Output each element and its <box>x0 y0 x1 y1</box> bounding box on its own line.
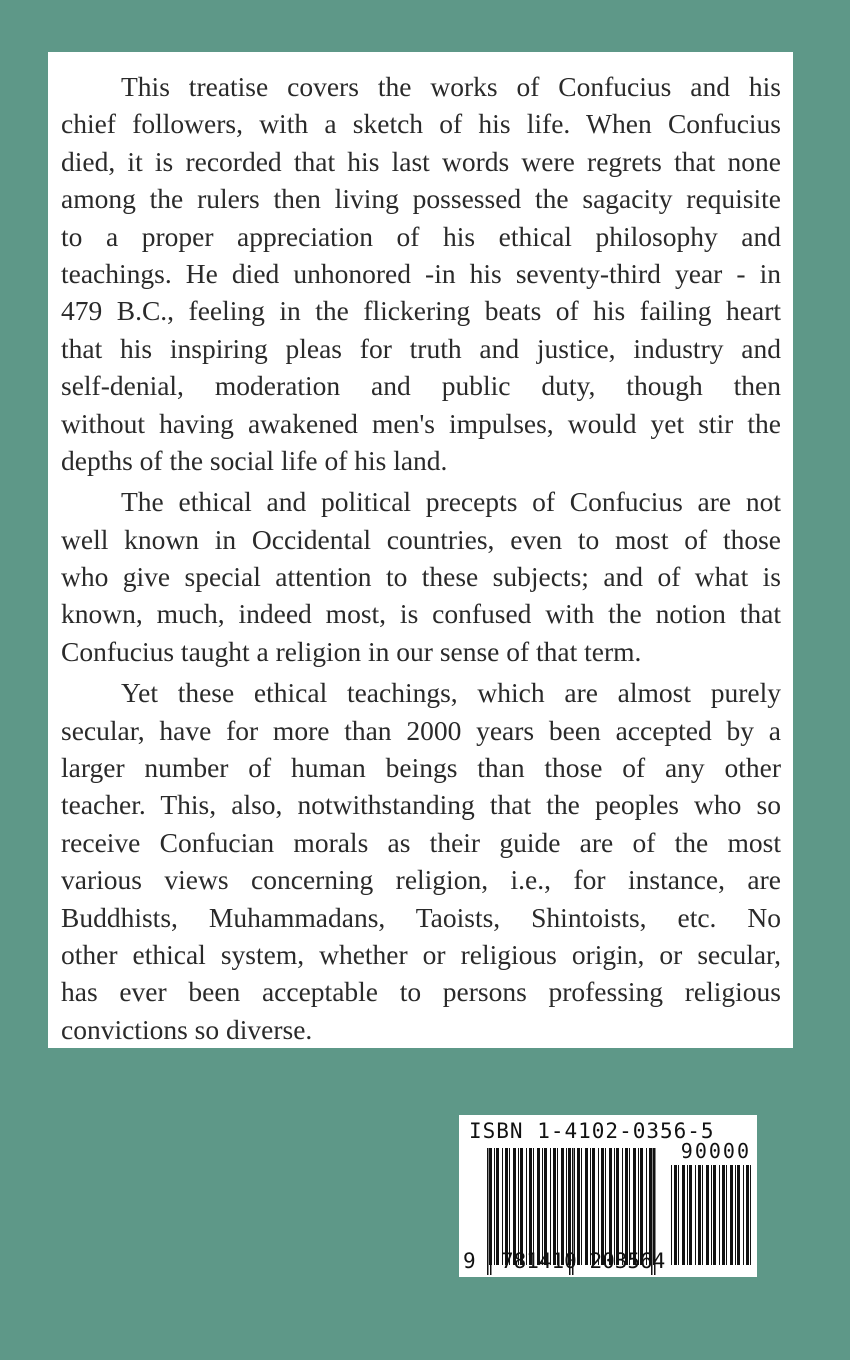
barcode-bar <box>590 1148 591 1265</box>
barcode-bar <box>592 1148 595 1265</box>
barcode-bar <box>609 1148 612 1265</box>
barcode-bar <box>625 1148 628 1265</box>
text-line: has ever been acceptable to persons professing religious <box>61 976 781 1008</box>
ean-digits <box>463 1249 665 1273</box>
text-line: to a proper appreciation of his ethical philosophy and <box>61 220 781 252</box>
barcode-bar <box>557 1148 558 1265</box>
text-line: without having awakened men's impulses, would yet stir the <box>61 407 781 439</box>
isbn-label: ISBN 1-4102-0356-5 <box>469 1119 715 1143</box>
barcode-bar <box>520 1148 523 1265</box>
text-line: convictions so diverse. <box>61 1013 313 1045</box>
text-line: that his inspiring pleas for truth and justice, industry and <box>61 332 781 364</box>
barcode-bar <box>698 1165 701 1265</box>
barcode-bar <box>730 1165 733 1265</box>
ean-left-digits: 781410 <box>500 1249 577 1273</box>
barcode-bar <box>518 1148 519 1265</box>
barcode-bar <box>722 1165 725 1265</box>
text-line: died, it is recorded that his last words were regrets that none <box>61 145 781 177</box>
barcode-bar <box>674 1165 677 1265</box>
barcode-bar <box>509 1148 510 1265</box>
barcode-bar <box>702 1165 703 1265</box>
barcode-bar <box>542 1148 543 1265</box>
barcode-bar <box>601 1148 604 1265</box>
barcode-bar <box>614 1148 615 1265</box>
barcode-bar <box>706 1165 709 1265</box>
barcode-bar <box>496 1148 499 1265</box>
text-line: among the rulers then living possessed the sagacity requisite <box>61 183 781 215</box>
text-line: larger number of human beings than those of any other <box>61 752 781 784</box>
isbn-barcode <box>459 1115 757 1277</box>
barcode-bar <box>646 1148 647 1265</box>
text-line: secular, have for more than 2000 years been accepted by a <box>61 714 781 746</box>
barcode-bar <box>695 1165 696 1265</box>
text-line: well known in Occidental countries, even to most of those <box>61 523 781 555</box>
barcode-bar <box>682 1165 685 1265</box>
barcode-bar <box>640 1148 643 1265</box>
text-line: teacher. This, also, notwithstanding that the peoples who so <box>61 789 781 821</box>
barcode-bar <box>616 1148 619 1265</box>
barcode-bar <box>629 1148 630 1265</box>
barcode-bar <box>735 1165 736 1265</box>
barcode-bar <box>574 1148 575 1265</box>
text-line: various views concerning religion, i.e., for instance, are <box>61 864 781 896</box>
ean-right-digits: 203564 <box>589 1249 666 1273</box>
paragraph <box>61 483 781 670</box>
barcode-bar <box>719 1165 720 1265</box>
barcode-bar <box>711 1165 712 1265</box>
text-line: Confucius taught a religion in our sense of that term. <box>61 635 642 667</box>
barcode-bar <box>566 1148 567 1265</box>
barcode-bar <box>513 1148 516 1265</box>
barcode-bar <box>505 1148 508 1265</box>
text-line: depths of the social life of his land. <box>61 444 448 476</box>
barcode-bar <box>561 1148 564 1265</box>
barcode-bar <box>544 1148 547 1265</box>
barcode-bar <box>638 1148 639 1265</box>
barcode-bar <box>494 1148 495 1265</box>
barcode-bar <box>671 1165 672 1265</box>
barcode-bar <box>526 1148 527 1265</box>
price-addon: 90000 <box>680 1139 751 1163</box>
barcode-bar <box>550 1148 551 1265</box>
text-line: teachings. He died unhonored -in his seventy-third year - in <box>61 257 781 289</box>
barcode-bar <box>726 1165 727 1265</box>
barcode-bar <box>529 1148 532 1265</box>
description-text <box>61 68 781 1052</box>
text-line: receive Confucian morals as their guide are of the most <box>61 826 781 858</box>
barcode-bar <box>687 1165 688 1265</box>
barcode-bar <box>622 1148 623 1265</box>
text-line: 479 B.C., feeling in the flickering beats of his failing heart <box>61 295 781 327</box>
barcode-bar <box>502 1148 503 1265</box>
text-line: chief followers, with a sketch of his life. When Confucius <box>61 108 781 140</box>
text-line: Yet these ethical teachings, which are almost purely <box>121 677 781 709</box>
description-panel <box>48 52 793 1048</box>
barcode-bar <box>689 1165 692 1265</box>
barcode-bar <box>585 1148 588 1265</box>
barcode-bar <box>713 1165 716 1265</box>
barcode-bar <box>605 1148 606 1265</box>
barcode-bar <box>537 1148 540 1265</box>
paragraph <box>61 674 781 1048</box>
text-line: known, much, indeed most, is confused with the notion that <box>61 598 781 630</box>
barcode-bar <box>750 1165 751 1265</box>
barcode-bar <box>533 1148 534 1265</box>
barcode-bar <box>577 1148 580 1265</box>
barcode-bar <box>737 1165 740 1265</box>
text-line: self-denial, moderation and public duty, though then <box>61 370 781 402</box>
barcode-bar <box>743 1165 744 1265</box>
barcode-bar <box>581 1148 582 1265</box>
barcode-bar <box>633 1148 636 1265</box>
barcode-bar <box>653 1148 654 1265</box>
text-line: who give special attention to these subjects; and of what is <box>61 561 781 593</box>
text-line: This treatise covers the works of Confucius and his <box>121 71 781 102</box>
text-line: Buddhists, Muhammadans, Taoists, Shintoists, etc. No <box>61 901 781 933</box>
ean-first-digit: 9 <box>463 1249 476 1273</box>
text-line: other ethical system, whether or religious origin, or secular, <box>61 938 781 970</box>
barcode-bar <box>598 1148 599 1265</box>
barcode-bar <box>553 1148 556 1265</box>
paragraph <box>61 68 781 479</box>
text-line: The ethical and political precepts of Confucius are not <box>121 486 781 518</box>
barcode-bar <box>678 1165 679 1265</box>
barcode-bar <box>746 1165 749 1265</box>
